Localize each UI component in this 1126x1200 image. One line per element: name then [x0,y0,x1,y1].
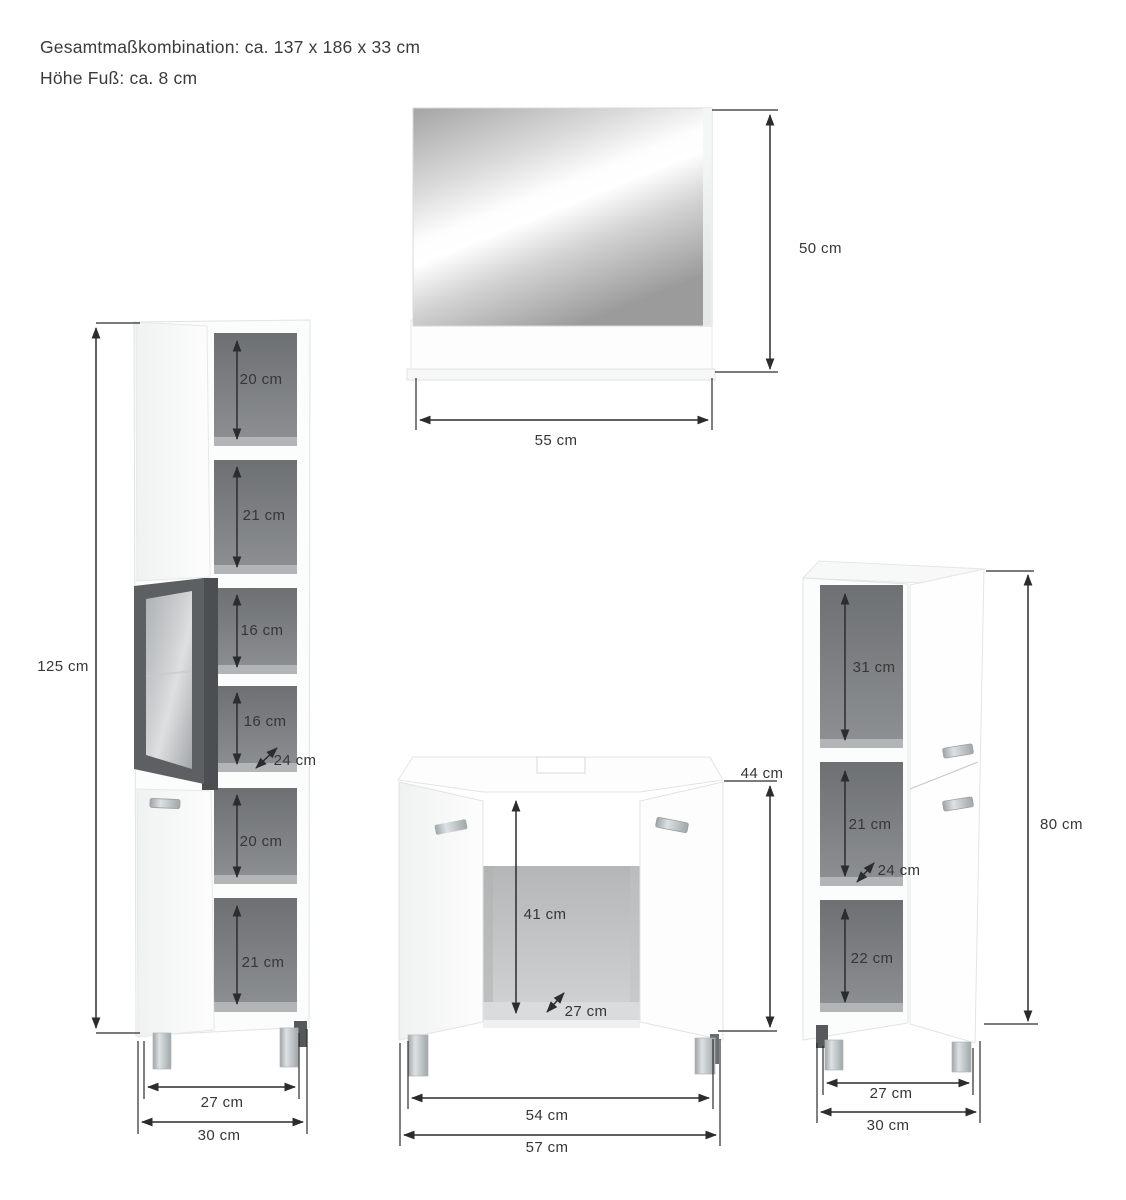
sink-cabinet-left-door [399,782,483,1040]
tall-cabinet-glass-pane [146,591,192,769]
sink-interior-left-shade [483,866,493,1022]
sink-cabinet-right-door [640,782,723,1040]
midi-cabinet-outer-width-label: 30 cm [866,1117,910,1134]
tall-cabinet-outer-width-label: 30 cm [197,1127,241,1144]
tall-cabinet-depth-label: 24 cm [273,752,317,769]
mirror-shelf-back [411,320,712,371]
tall-cabinet-upper-door [136,322,210,581]
tall-cabinet-compartments [214,333,297,1012]
tall-height-connectors [96,323,140,1033]
sink-cabinet-floor-edge [483,1020,640,1028]
sink-height-connectors [718,781,777,1031]
tall-cabinet-c1-label: 20 cm [239,371,283,388]
midi-cabinet-left-leg [825,1040,843,1070]
sink-cabinet-depth-label: 27 cm [564,1003,608,1020]
sink-cabinet-right-leg [695,1038,715,1074]
tall-cabinet-inner-width-label: 27 cm [200,1094,244,1111]
overall-dimensions-text: Gesamtmaßkombination: ca. 137 x 186 x 33 cm [40,37,421,57]
midi-cabinet-c1-label: 31 cm [852,659,896,676]
mirror-height-label: 50 cm [799,240,842,257]
midi-height-connectors [984,571,1038,1024]
tall-cabinet-height-label: 125 cm [37,658,89,675]
tall-cabinet-right-leg [280,1028,298,1067]
midi-cabinet-compartments [820,585,903,1012]
sink-cabinet-inner-height-label: 41 cm [523,906,567,923]
sink-cabinet-height-label: 44 cm [740,765,784,782]
tall-cabinet-glass-door-edge [202,578,218,790]
mirror-frame-edge [703,108,712,326]
midi-cabinet [803,561,985,1072]
mirror-glass [413,108,712,326]
mirror-height-connectors [712,110,778,372]
mirror-shelf-board [407,369,715,380]
tall-cabinet-c2-label: 21 cm [242,507,286,524]
midi-cabinet-c3-label: 22 cm [850,950,894,967]
sink-interior-right-shade [630,866,640,1022]
sink-outer-width-connectors [400,1039,720,1146]
mirror-with-shelf [407,108,715,380]
sink-cabinet-outer-width-label: 57 cm [525,1139,569,1156]
mirror-width-label: 55 cm [534,432,578,449]
midi-cabinet-inner-width-label: 27 cm [869,1085,913,1102]
tall-cabinet-left-leg [153,1033,171,1069]
mirror-width-connectors [416,378,712,430]
foot-height-text: Höhe Fuß: ca. 8 cm [40,68,198,88]
tall-cabinet-door-handle [150,798,180,808]
sink-cabinet-left-leg [408,1035,428,1076]
midi-cabinet-height-label: 80 cm [1040,816,1083,833]
sink-cabinet-floor [483,1002,640,1022]
sink-cabinet-inner-width-label: 54 cm [525,1107,569,1124]
tall-cabinet-lower-door [137,789,214,1037]
tall-cabinet-c4-label: 16 cm [243,713,287,730]
tall-cabinet-c6-label: 21 cm [241,954,285,971]
midi-cabinet-c2-label: 21 cm [848,816,892,833]
tall-cabinet-c3-label: 16 cm [240,622,284,639]
tall-cabinet-c5-label: 20 cm [239,833,283,850]
sink-cabinet-interior [483,866,640,1008]
midi-cabinet-right-leg [952,1042,971,1072]
sink-pipe-notch [537,757,585,773]
midi-cabinet-depth-label: 24 cm [877,862,921,879]
